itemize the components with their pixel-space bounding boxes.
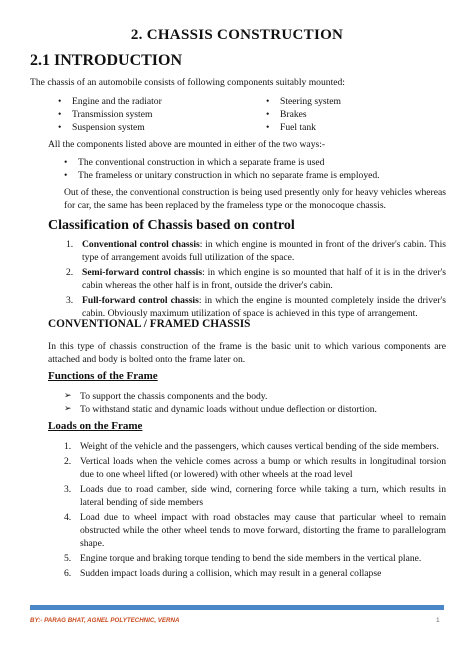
footer-divider [30, 605, 444, 610]
list-item: 2. Vertical loads when the vehicle comes across a bump or which results in longitudinal torsion due to one wheel lifted (or lowered) with other wheels at the road level [64, 456, 446, 480]
list-item: 1. Conventional control chassis: in which engine is mounted in front of the driver's cabin. This type of arrangement avoids full utilization of the space. [66, 239, 447, 263]
list-item: ➢ To support the chassis components and the body. [64, 391, 268, 402]
list-item: ➢ To withstand static and dynamic loads without undue deflection or distortion. [64, 404, 377, 415]
functions-heading: Functions of the Frame [48, 370, 158, 382]
list-item: 3. Loads due to road camber, side wind, cornering force while taking a turn, which results in lateral bending of side members [64, 484, 446, 508]
bullet-icon: • [64, 170, 68, 181]
list-item: • Suspension system [58, 122, 145, 133]
page-number: 1 [436, 617, 440, 624]
list-item: 2. Semi-forward control chassis: in which engine is so mounted that half of it is in the driver's cabin whereas the other half is in front, outside the driver's cabin. [66, 267, 446, 291]
components-left-list [58, 95, 248, 134]
conventional-text: In this type of chassis construction of the frame is the basic unit to which various components are attached and body is bolted onto the frame later on. [48, 341, 446, 365]
footer-author: BY:- PARAG BHAT, AGNEL POLYTECHNIC, VERNA [30, 617, 180, 624]
bullet-icon: • [58, 122, 62, 133]
list-item: 6. Sudden impact loads during a collision, which may result in a general collapse [64, 568, 382, 579]
list-item: • The conventional construction in which a separate frame is used [64, 157, 325, 168]
list-item: • Brakes [266, 109, 307, 120]
list-item: • Transmission system [58, 109, 153, 120]
intro-heading: 2.1 INTRODUCTION [30, 52, 183, 69]
list-item: • The frameless or unitary construction in which no separate frame is employed. [64, 170, 380, 181]
bullet-icon: • [266, 96, 270, 107]
components-right-list [266, 95, 436, 134]
classification-list [66, 238, 446, 322]
conventional-heading: CONVENTIONAL / FRAMED CHASSIS [48, 318, 251, 330]
ways-list [64, 156, 444, 182]
loads-list [64, 440, 446, 582]
list-item: 3. Full-forward control chassis: in which the engine is mounted completely inside the driver's cabin. Obviously maximum utilization of space is achieved in this type of arrangement. [66, 295, 446, 319]
list-item: • Engine and the radiator [58, 96, 162, 107]
list-item: 1. Weight of the vehicle and the passengers, which causes vertical bending of the side members. [64, 441, 439, 452]
list-item: • Steering system [266, 96, 342, 107]
list-item: 5. Engine torque and braking torque tending to bend the side members in the vertical plane. [64, 553, 422, 564]
arrow-bullet-icon: ➢ [64, 404, 72, 414]
classification-heading: Classification of Chassis based on control [48, 218, 295, 233]
bullet-icon: • [58, 96, 62, 107]
bullet-icon: • [266, 122, 270, 133]
bullet-icon: • [58, 109, 62, 120]
intro-lead: The chassis of an automobile consists of following components suitably mounted: [30, 77, 345, 88]
loads-heading: Loads on the Frame [48, 420, 143, 432]
list-item: 4. Load due to wheel impact with road obstacles may cause that particular wheel to remain obstructed while the other wheel tends to move forward, distorting the frame to parallelogram shape. [64, 512, 446, 549]
intro-closing: Out of these, the conventional construction is being used presently only for heavy vehicles whereas for car, the same has been replaced by the frameless type or the monocoque chassis. [64, 187, 446, 211]
page-title: 2. CHASSIS CONSTRUCTION [130, 27, 344, 43]
functions-list [64, 390, 444, 416]
ways-lead: All the components listed above are mounted in either of the two ways:- [48, 139, 326, 150]
bullet-icon: • [64, 157, 68, 168]
bullet-icon: • [266, 109, 270, 120]
list-item: • Fuel tank [266, 122, 316, 133]
arrow-bullet-icon: ➢ [64, 391, 72, 401]
